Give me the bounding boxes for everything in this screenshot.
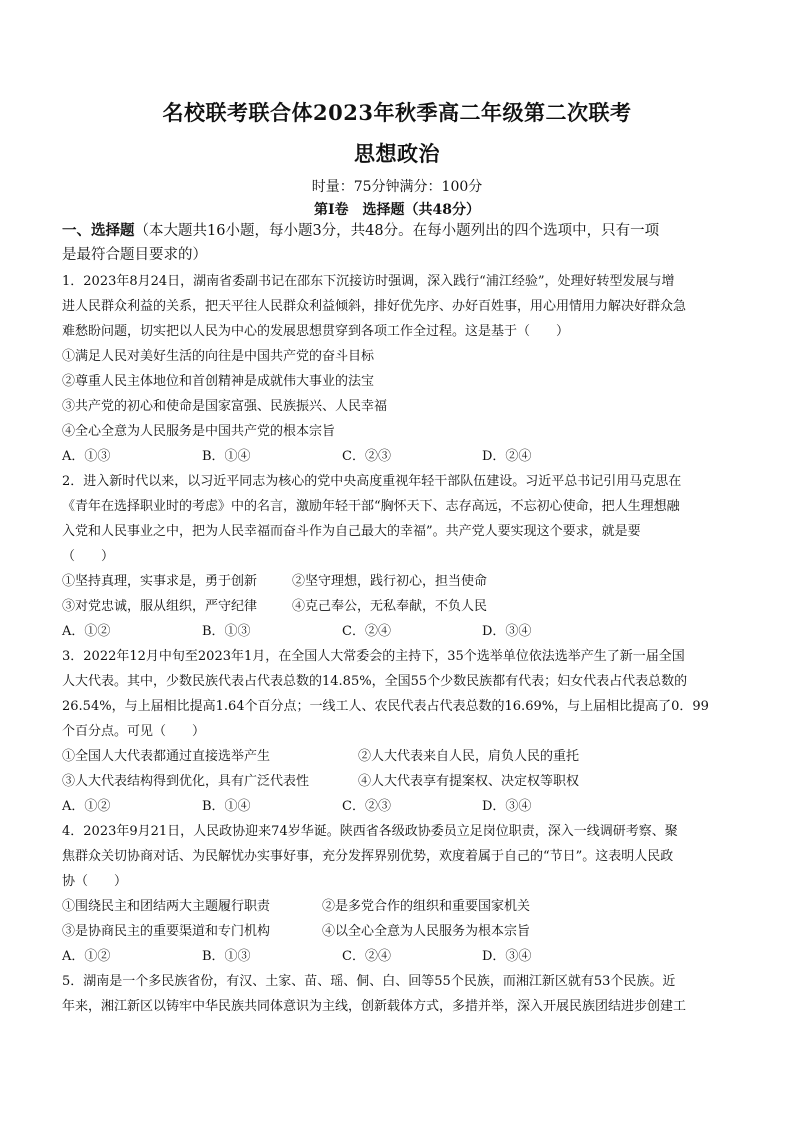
q4-option-c: C．②④ — [342, 949, 391, 964]
q4-statements-row2 — [62, 923, 734, 941]
q1-statement-1: ①满足人民对美好生活的向往是中国共产党的奋斗目标 — [62, 349, 375, 364]
q4-stem-line3: 协（ ） — [62, 874, 128, 889]
q4-statement-1: ①围绕民主和团结两大主题履行职责 — [62, 899, 271, 914]
q1-statement-2: ②尊重人民主体地位和首创精神是成就伟大事业的法宝 — [62, 374, 375, 389]
q1-stem-line2: 进人民群众利益的关系，把天平往人民群众利益倾斜，排好优先序、办好百姓事，用心用情用力解决好群众急 — [62, 299, 687, 314]
q4-statement-2: ②是多党合作的组织和重要国家机关 — [322, 899, 531, 914]
section-instructions — [62, 222, 734, 240]
q4-option-d: D．③④ — [482, 949, 532, 964]
section-instr-line1: （本大题共16小题，每小题3分，共48分。在每小题列出的四个选项中，只有一项 — [134, 223, 660, 239]
q5-stem-line1: 5．湖南是一个多民族省份，有汉、土家、苗、瑶、侗、白、回等55个民族，而湘江新区就有53个民族。近 — [62, 974, 676, 989]
q1-option-d: D．②④ — [482, 449, 532, 464]
q2-stem-line2: 《青年在选择职业时的考虑》中的名言，激励年轻干部“胸怀天下、志存高远，不忘初心使命，把人生理想融 — [62, 499, 680, 514]
q3-statement-4: ④人大代表享有提案权、决定权等职权 — [358, 774, 580, 789]
q1-options — [62, 448, 734, 466]
q2-options — [62, 623, 734, 641]
q2-stem-line3: 入党和人民事业之中，把为人民幸福而奋斗作为自己最大的幸福”。共产党人要实现这个要求，就是要 — [62, 524, 641, 539]
q4-stem-line1: 4．2023年9月21日，人民政协迎来74岁华诞。陕西省各级政协委员立足岗位职责，深入一线调研考察、聚 — [62, 824, 678, 839]
q2-option-b: B．①③ — [202, 624, 251, 639]
q1-stem-line3: 难愁盼问题，切实把以人民为中心的发展思想贯穿到各项工作全过程。这是基于（ ） — [62, 324, 570, 339]
q3-stem-line1: 3．2022年12月中旬至2023年1月，在全国人大常委会的主持下，35个选举单位依法选举产生了新一届全国 — [62, 649, 685, 664]
q4-stem-line2: 焦群众关切协商对话、为民解忧办实事好事，充分发挥界别优势，欢度着属于自己的“节日”。这表明人民政 — [62, 849, 674, 864]
q4-statements-row1 — [62, 898, 734, 916]
time-score-info: 时量：75分钟满分：100分 — [311, 179, 483, 195]
q2-stem-line1: 2．进入新时代以来，以习近平同志为核心的党中央高度重视年轻干部队伍建设。习近平总书记引用马克思在 — [62, 474, 682, 489]
q2-statement-1: ①坚持真理，实事求是，勇于创新 — [62, 574, 258, 589]
q1-stem-line1: 1．2023年8月24日，湖南省委副书记在邵东下沉接访时强调，深入践行“浦江经验”，处理好转型发展与增 — [62, 274, 675, 289]
q3-statement-1: ①全国人大代表都通过直接选举产生 — [62, 749, 271, 764]
q3-option-b: B．①④ — [202, 799, 251, 814]
q2-stem-line4: （ ） — [62, 549, 115, 564]
q2-statement-4: ④克己奉公，无私奉献，不负人民 — [292, 599, 488, 614]
q3-statements-row1 — [62, 748, 734, 766]
q1-statement-3: ③共产党的初心和使命是国家富强、民族振兴、人民幸福 — [62, 399, 388, 414]
q4-option-b: B．①③ — [202, 949, 251, 964]
q1-option-c: C．②③ — [342, 449, 391, 464]
q2-statement-2: ②坚守理想，践行初心，担当使命 — [292, 574, 488, 589]
q4-statement-3: ③是协商民主的重要渠道和专门机构 — [62, 924, 271, 939]
section-heading: 一、选择题 — [62, 222, 135, 239]
q3-statements-row2 — [62, 773, 734, 791]
section-instr-line2: 是最符合题目要求的） — [62, 247, 207, 263]
q4-option-a: A．①② — [62, 949, 111, 964]
part-heading: 第Ⅰ卷 选择题（共48分） — [313, 202, 481, 218]
q3-option-a: A．①② — [62, 799, 111, 814]
q2-option-d: D．③④ — [482, 624, 532, 639]
q3-statement-3: ③人大代表结构得到优化，具有广泛代表性 — [62, 774, 310, 789]
q3-statement-2: ②人大代表来自人民，肩负人民的重托 — [358, 749, 580, 764]
q3-stem-line4: 个百分点。可见（ ） — [62, 724, 206, 739]
q4-statement-4: ④以全心全意为人民服务为根本宗旨 — [322, 924, 531, 939]
q2-statements-row1 — [62, 573, 734, 591]
subject-title: 思想政治 — [354, 141, 440, 166]
exam-title: 名校联考联合体2023年秋季高二年级第二次联考 — [162, 100, 632, 125]
q3-options — [62, 798, 734, 816]
q2-statements-row2 — [62, 598, 734, 616]
q2-option-a: A．①② — [62, 624, 111, 639]
q2-statement-3: ③对党忠诚，服从组织，严守纪律 — [62, 599, 258, 614]
q1-statement-4: ④全心全意为人民服务是中国共产党的根本宗旨 — [62, 424, 336, 439]
q1-option-b: B．①④ — [202, 449, 251, 464]
q5-stem-line2: 年来，湘江新区以铸牢中华民族共同体意识为主线，创新载体方式，多措并举，深入开展民族团结进步创建工 — [62, 999, 687, 1014]
q3-option-c: C．②③ — [342, 799, 391, 814]
q2-option-c: C．②④ — [342, 624, 391, 639]
q1-option-a: A．①③ — [62, 449, 111, 464]
q4-options — [62, 948, 734, 966]
q3-stem-line2: 人大代表。其中，少数民族代表占代表总数的14.85%，全国55个少数民族都有代表；妇女代表占代表总数的 — [62, 674, 688, 689]
q3-stem-line3: 26.54%，与上届相比提高1.64个百分点；一线工人、农民代表占代表总数的16.69%，与上届相比提高了0．99 — [62, 699, 709, 714]
q3-option-d: D．③④ — [482, 799, 532, 814]
